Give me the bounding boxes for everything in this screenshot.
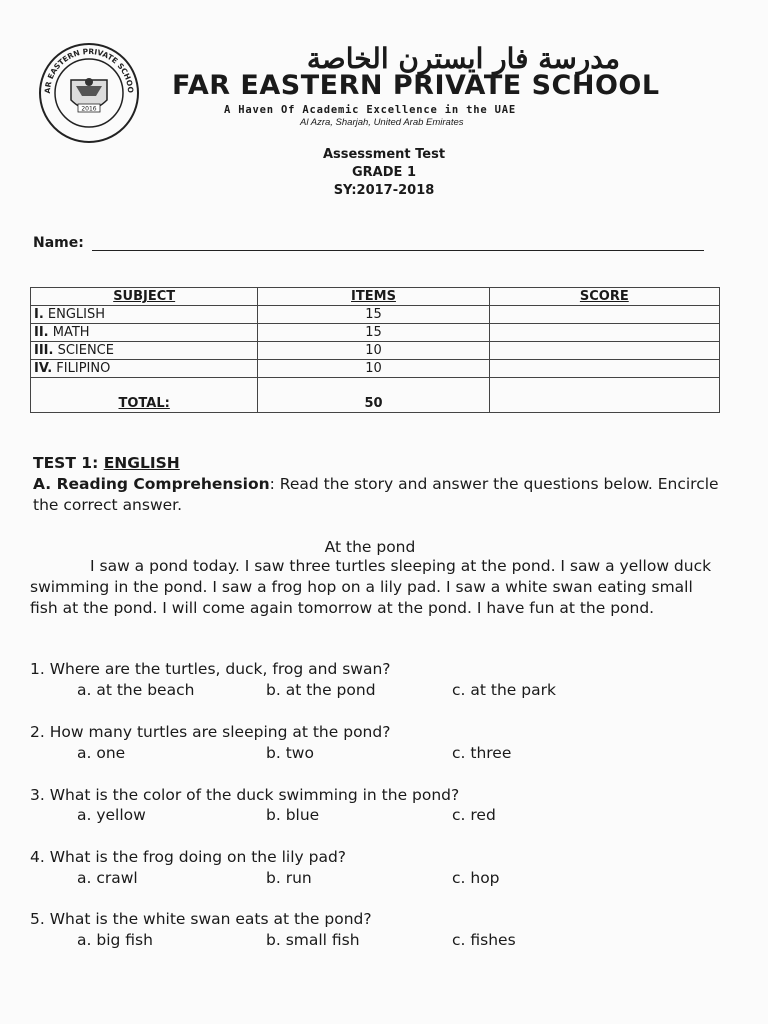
option-3c[interactable]: c. red (452, 806, 496, 824)
score-cell[interactable] (489, 342, 719, 360)
option-2b[interactable]: b. two (266, 744, 314, 762)
items-cell: 10 (258, 342, 489, 360)
name-field-line[interactable] (92, 250, 704, 251)
school-name-arabic: مدرسة فار ايسترن الخاصة (306, 42, 620, 75)
table-row (31, 306, 720, 324)
section-instructions: : Read the story and answer the questions below. Encircle the correct answer. (33, 475, 719, 514)
reading-instructions (33, 474, 723, 516)
question-5: 5. What is the white swan eats at the pond? (30, 910, 372, 928)
score-table (30, 287, 720, 413)
seal-text: AR EASTERN PRIVATE SCHOO (42, 46, 136, 94)
seal-year: 2016 (81, 105, 97, 113)
question-1: 1. Where are the turtles, duck, frog and swan? (30, 660, 391, 678)
option-2c[interactable]: c. three (452, 744, 512, 762)
table-row (31, 360, 720, 378)
option-3a[interactable]: a. yellow (77, 806, 146, 824)
option-5b[interactable]: b. small fish (266, 931, 360, 949)
school-seal-logo (38, 42, 140, 144)
subject-cell: II. MATH (31, 324, 258, 342)
items-cell: 15 (258, 306, 489, 324)
subject-cell: IV. FILIPINO (31, 360, 258, 378)
test-heading (33, 454, 180, 472)
option-2a[interactable]: a. one (77, 744, 126, 762)
option-4b[interactable]: b. run (266, 869, 312, 887)
name-label: Name: (33, 235, 84, 251)
option-5c[interactable]: c. fishes (452, 931, 516, 949)
option-1c[interactable]: c. at the park (452, 681, 556, 699)
grade-label: GRADE 1 (352, 165, 416, 180)
table-row (31, 324, 720, 342)
header-items: ITEMS (258, 288, 489, 306)
school-motto: A Haven Of Academic Excellence in the UAE (224, 104, 516, 116)
items-cell: 15 (258, 324, 489, 342)
items-cell: 10 (258, 360, 489, 378)
school-year: SY:2017-2018 (333, 183, 435, 198)
assessment-title: Assessment Test (322, 147, 446, 162)
score-cell[interactable] (489, 324, 719, 342)
score-cell[interactable] (489, 360, 719, 378)
option-1a[interactable]: a. at the beach (77, 681, 195, 699)
question-2: 2. How many turtles are sleeping at the pond? (30, 723, 391, 741)
subject-cell: I. ENGLISH (31, 306, 258, 324)
table-row (31, 342, 720, 360)
header-subject: SUBJECT (31, 288, 258, 306)
total-label: TOTAL: (31, 378, 258, 413)
option-1b[interactable]: b. at the pond (266, 681, 376, 699)
option-5a[interactable]: a. big fish (77, 931, 153, 949)
school-address: Al Azra, Sharjah, United Arab Emirates (300, 117, 464, 128)
story-text: I saw a pond today. I saw three turtles sleeping at the pond. I saw a yellow duck swimming in the pond. I saw a frog hop on a lily pad. I saw a white swan eating small fish at the pond. I will come again tomorrow at the pond. I have fun at the pond. (30, 557, 712, 617)
section-label: A. Reading Comprehension (33, 475, 270, 493)
header-score: SCORE (489, 288, 719, 306)
subject-cell: III. SCIENCE (31, 342, 258, 360)
school-name: FAR EASTERN PRIVATE SCHOOL (172, 70, 660, 101)
question-3: 3. What is the color of the duck swimming in the pond? (30, 786, 460, 804)
story-title: At the pond (324, 538, 416, 556)
table-header-row (31, 288, 720, 306)
option-4a[interactable]: a. crawl (77, 869, 138, 887)
test-label: TEST 1: (33, 454, 104, 472)
test-subject: ENGLISH (103, 454, 180, 472)
total-items: 50 (258, 378, 489, 413)
score-cell[interactable] (489, 306, 719, 324)
option-4c[interactable]: c. hop (452, 869, 500, 887)
total-row (31, 378, 720, 413)
question-4: 4. What is the frog doing on the lily pad? (30, 848, 347, 866)
option-3b[interactable]: b. blue (266, 806, 320, 824)
total-score-cell[interactable] (489, 378, 719, 413)
